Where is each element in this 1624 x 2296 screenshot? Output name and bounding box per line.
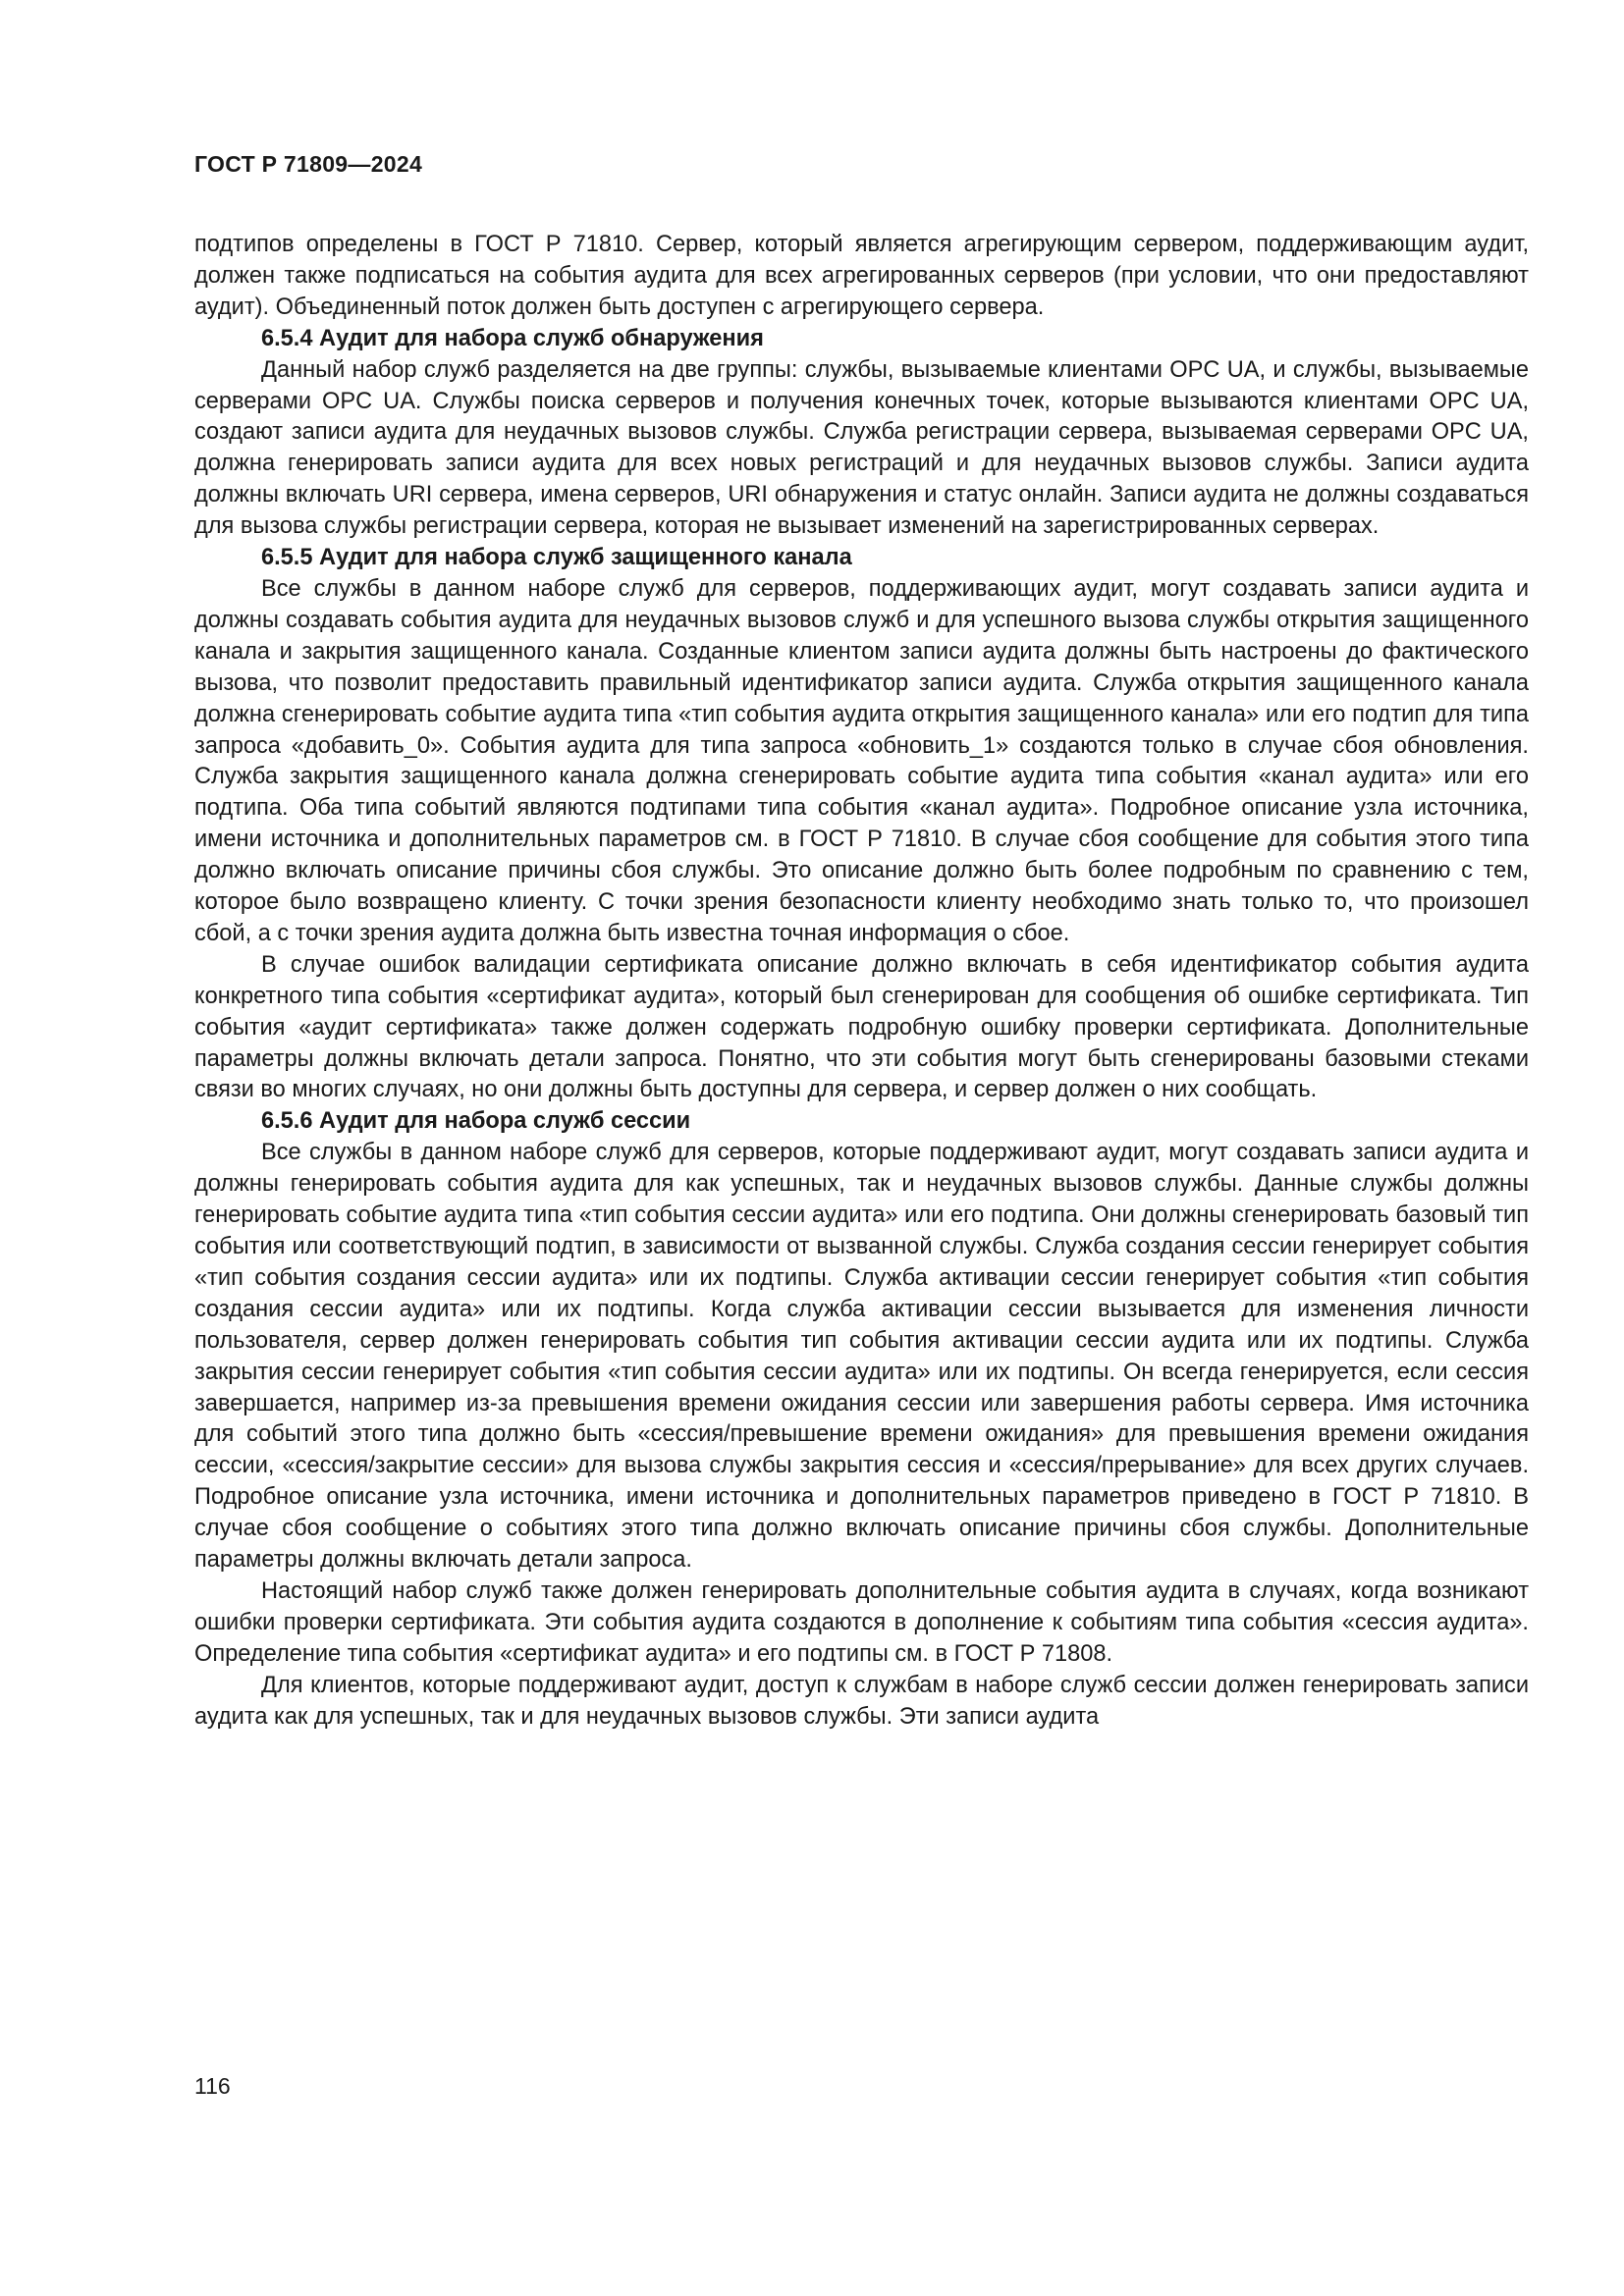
paragraph: Данный набор служб разделяется на две группы: службы, вызываемые клиентами OPC UA, и службы, вызываемые серверами OPC UA. Службы поиска серверов и получения конечных точек, которые вызываются клиентами OPC UA, создают записи аудита для неудачных вызовов службы. Служба регистрации сервера, вызываемая серверами OPC UA, должна генерировать записи аудита для всех новых регистраций и для неудачных вызовов службы. Записи аудита должны включать URI сервера, имена серверов, URI обнаружения и статус онлайн. Записи аудита не должны создаваться для вызова службы регистрации сервера, которая не вызывает изменений на зарегистрированных серверах. xyxy=(194,356,1529,540)
section-heading-6-5-4: 6.5.4 Аудит для набора служб обнаружения xyxy=(261,325,764,351)
paragraph: Настоящий набор служб также должен генерировать дополнительные события аудита в случаях, когда возникают ошибки проверки сертификата. Эти события аудита создаются в дополнение к событиям типа события «сессия аудита». Определение типа события «сертификат аудита» и его подтипы см. в ГОСТ Р 71808. xyxy=(194,1577,1529,1667)
paragraph: Все службы в данном наборе служб для серверов, поддерживающих аудит, могут создавать записи аудита и должны создавать события аудита для неудачных вызовов служб и для успешного вызова службы открытия защищенного канала и закрытия защищенного канала. Созданные клиентом записи аудита должны быть настроены до фактического вызова, что позволит предоставить правильный идентификатор записи аудита. Служба открытия защищенного канала должна сгенерировать событие аудита типа «тип события аудита открытия защищенного канала» или его подтип для типа запроса «добавить_0». События аудита для типа запроса «обновить_1» создаются только в случае сбоя обновления. Служба закрытия защищенного канала должна сгенерировать событие аудита типа события «канал аудита» или его подтипа. Оба типа событий являются подтипами типа события «канал аудита». Подробное описание узла источника, имени источника и дополнительных параметров см. в ГОСТ Р 71810. В случае сбоя сообщение для события этого типа должно включать описание причины сбоя службы. Это описание должно быть более подробным по сравнению с тем, которое было возвращено клиенту. С точки зрения безопасности клиенту необходимо знать только то, что произошел сбой, а с точки зрения аудита должна быть известна точная информация о сбое. xyxy=(194,575,1529,946)
paragraph: Для клиентов, которые поддерживают аудит, доступ к службам в наборе служб сессии должен генерировать записи аудита как для успешных, так и для неудачных вызовов службы. Эти записи аудита xyxy=(194,1672,1529,1730)
paragraph: Все службы в данном наборе служб для серверов, которые поддерживают аудит, могут создавать записи аудита и должны генерировать события аудита для как успешных, так и неудачных вызовов службы. Данные службы должны генерировать событие аудита типа «тип события сессии аудита» или его подтипа. Они должны сгенерировать базовый тип события или соответствующий подтип, в зависимости от вызванной службы. Служба создания сессии генерирует события «тип события создания сессии аудита» или их подтипы. Служба активации сессии генерирует события «тип события создания сессии аудита» или их подтипы. Когда служба активации сессии вызывается для изменения личности пользователя, сервер должен генерировать события тип события активации сессии аудита или их подтипы. Служба закрытия сессии генерирует события «тип события сессии аудита» или их подтипы. Он всегда генерируется, если сессия завершается, например из-за превышения времени ожидания сессии или завершения работы сервера. Имя источника для событий этого типа должно быть «сессия/превышение времени ожидания» для превышения времени ожидания сессии, «сессия/закрытие сессии» для вызова службы закрытия сессия и «сессия/прерывание» для всех других случаев. Подробное описание узла источника, имени источника и дополнительных параметров приведено в ГОСТ Р 71810. В случае сбоя сообщение о событиях этого типа должно включать описание причины сбоя службы. Дополнительные параметры должны включать детали запроса. xyxy=(194,1140,1529,1574)
paragraph-continuation: подтипов определены в ГОСТ Р 71810. Сервер, который является агрегирующим сервером, поддерживающим аудит, должен также подписаться на события аудита для всех агрегированных серверов (при условии, что они предоставляют аудит). Объединенный поток должен быть доступен с агрегирующего сервера. xyxy=(194,232,1529,320)
page-number: 116 xyxy=(194,2073,231,2099)
paragraph: В случае ошибок валидации сертификата описание должно включать в себя идентификатор события аудита конкретного типа события «сертификат аудита», который был сгенерирован для сообщения об ошибке сертификата. Тип события «аудит сертификата» также должен содержать подробную ошибку проверки сертификата. Дополнительные параметры должны включать детали запроса. Понятно, что эти события могут быть сгенерированы базовыми стеками связи во многих случаях, но они должны быть доступны для сервера, и сервер должен о них сообщать. xyxy=(194,951,1529,1103)
document-header: ГОСТ Р 71809—2024 xyxy=(194,151,423,177)
section-heading-6-5-6: 6.5.6 Аудит для набора служб сессии xyxy=(261,1108,691,1135)
document-body xyxy=(194,230,1529,1734)
section-heading-6-5-5: 6.5.5 Аудит для набора служб защищенного канала xyxy=(261,545,852,571)
